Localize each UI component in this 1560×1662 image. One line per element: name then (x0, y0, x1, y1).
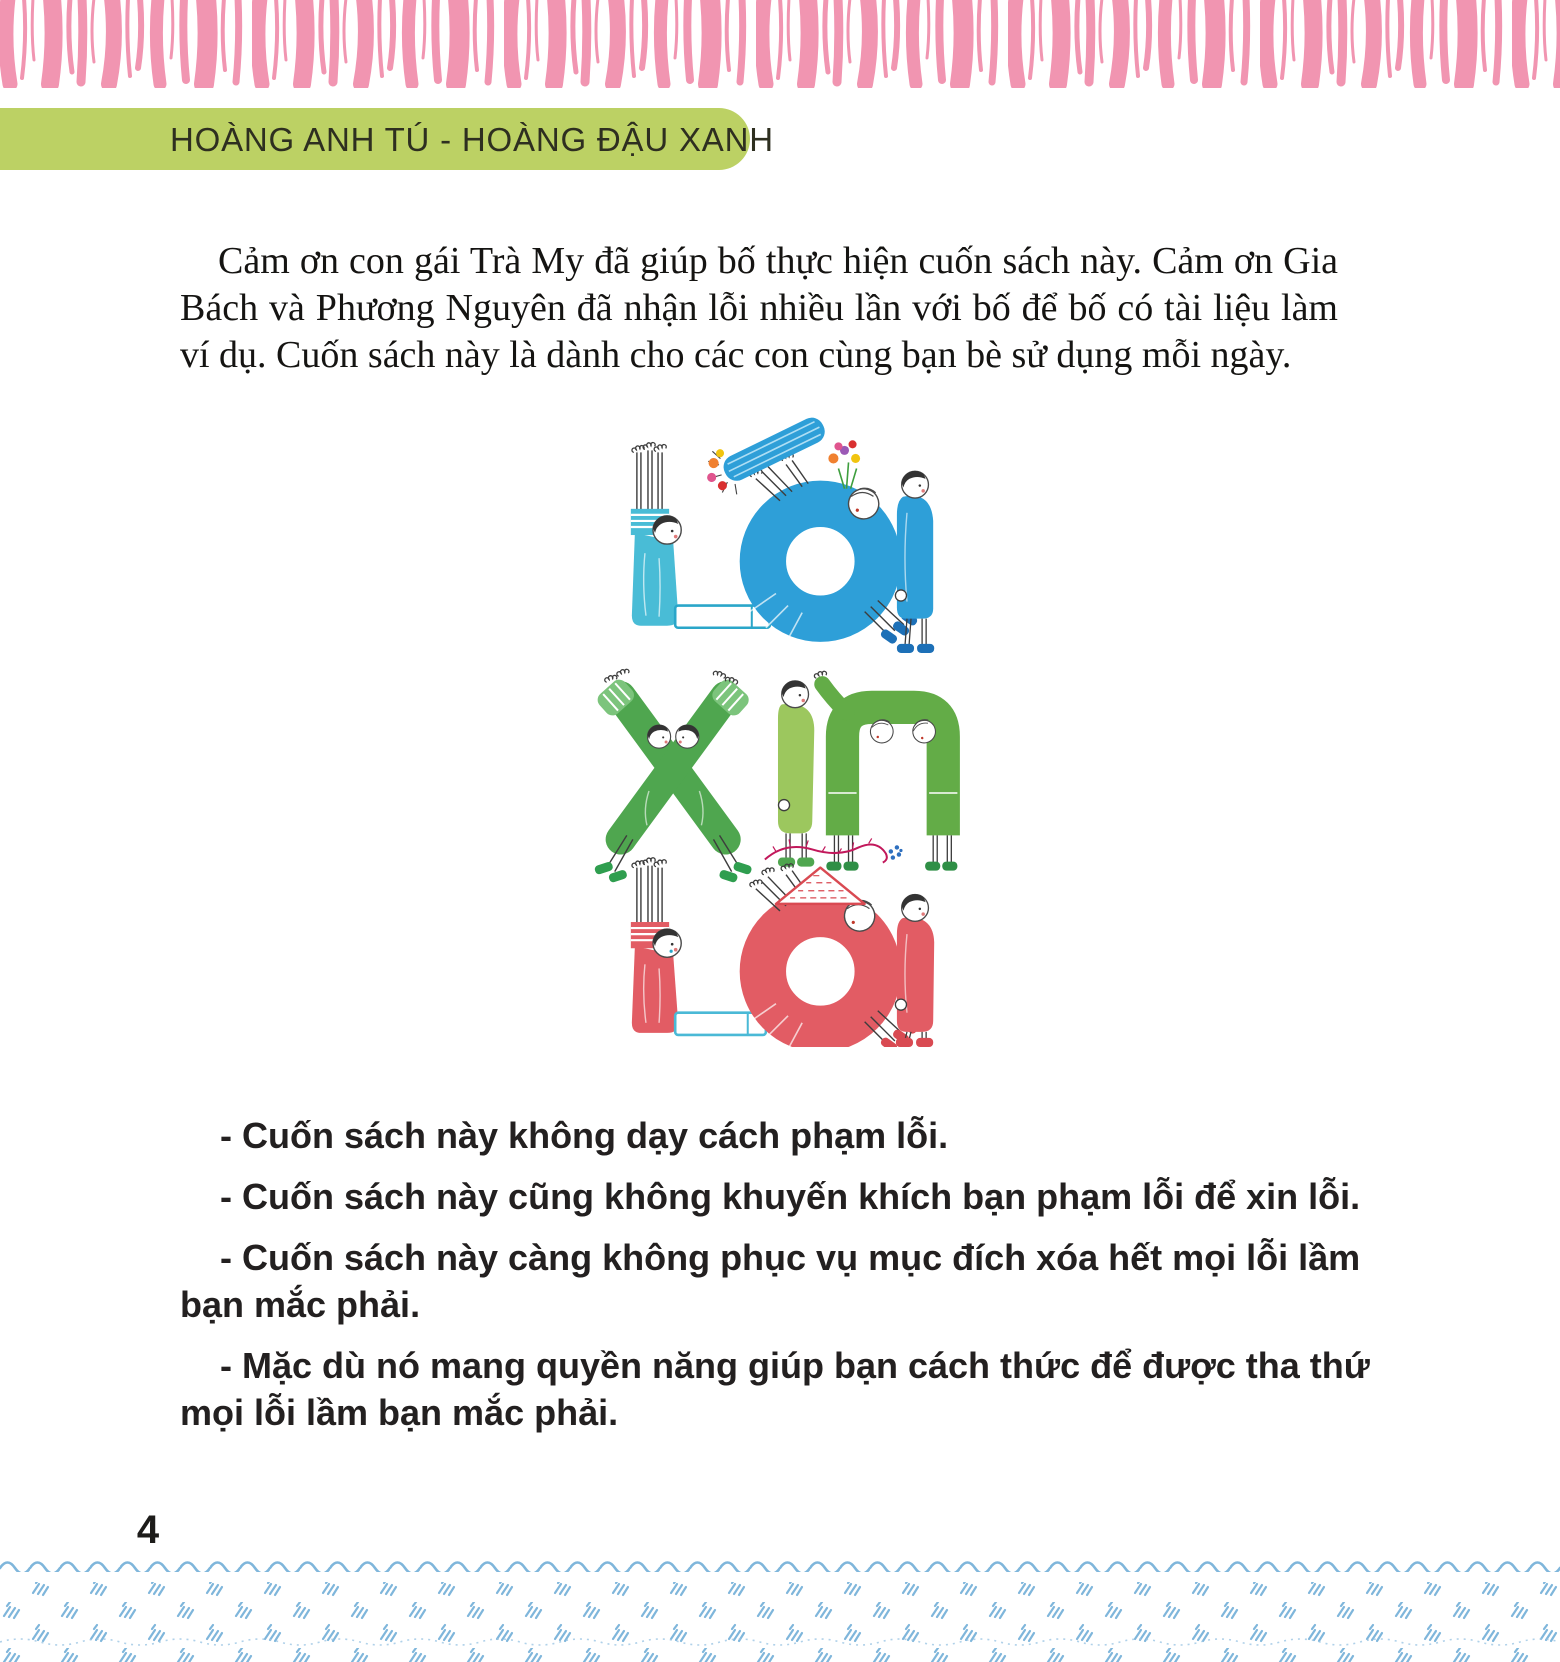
author-band (0, 108, 774, 170)
intro-paragraph: Cảm ơn con gái Trà My đã giúp bố thực hiện cuốn sách này. Cảm ơn Gia Bách và Phương Nguyên đã nhận lỗi nhiều lần với bố để bố có tài liệu làm ví dụ. Cuốn sách này là dành cho các con cùng bạn bè sử dụng mỗi ngày. (180, 240, 1338, 376)
small-bouquet (828, 440, 860, 488)
top-stripes-pattern (0, 0, 1560, 88)
bullet-list (180, 1112, 1415, 1450)
bullet-item: - Cuốn sách này cũng không khuyến khích bạn phạm lỗi để xin lỗi. (220, 1176, 1361, 1217)
word-loi-bottom (631, 838, 934, 1047)
bullet-item: - Mặc dù nó mang quyền năng giúp bạn cách thức để được tha thứ mọi lỗi lầm bạn mắc phải. (180, 1345, 1370, 1433)
conical-hat (776, 868, 865, 904)
author-names: HOÀNG ANH TÚ - HOÀNG ĐẬU XANH (170, 121, 774, 158)
loi-xin-loi-illustration (575, 402, 985, 1047)
bullet-item: - Cuốn sách này không dạy cách phạm lỗi. (220, 1115, 949, 1156)
page-number: 4 (136, 1508, 160, 1552)
bullet-item: - Cuốn sách này càng không phục vụ mục đích xóa hết mọi lỗi lầm bạn mắc phải. (180, 1237, 1361, 1325)
word-loi-top (631, 403, 934, 653)
bottom-border-pattern (0, 1556, 1560, 1662)
